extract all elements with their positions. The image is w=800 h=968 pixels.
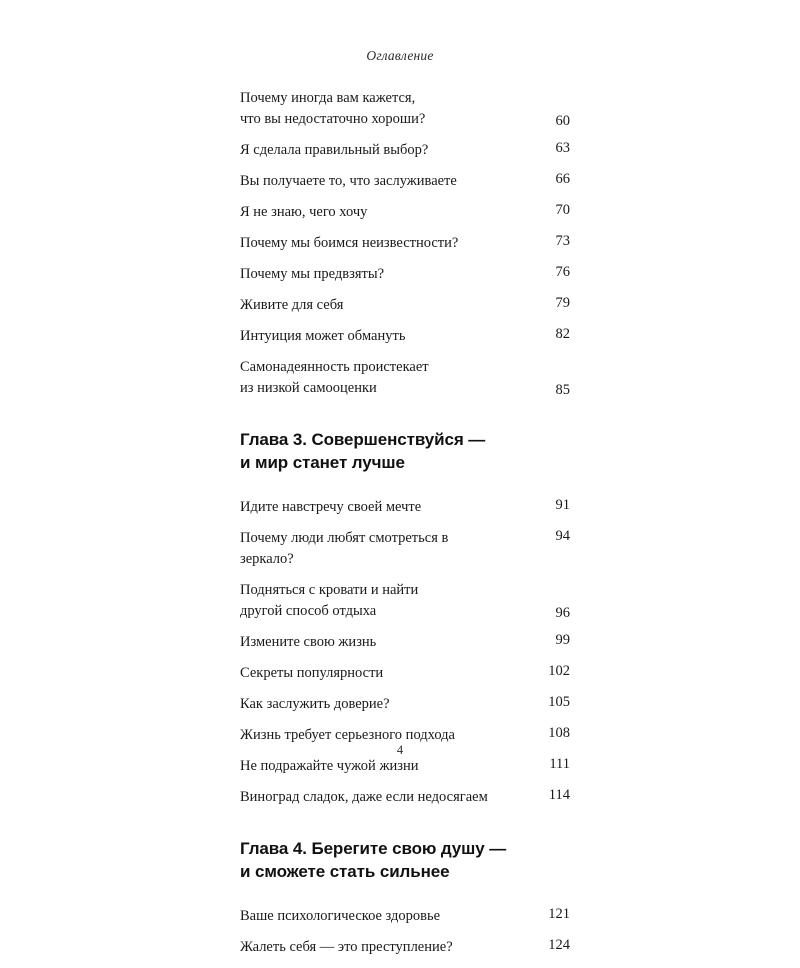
toc-entry-title-line: Идите навстречу своей мечте (240, 499, 422, 516)
toc-entry-title-line: Подняться с кровати и найти (240, 582, 419, 599)
toc-entry[interactable] (240, 906, 570, 927)
toc-entry-title-line: из низкой самооценки (240, 380, 377, 397)
toc-entry-title-line: Почему мы боимся неизвестности? (240, 235, 459, 252)
toc-entry[interactable] (240, 497, 570, 518)
toc-entry-title (240, 580, 418, 622)
toc-entry-title-line: что вы недостаточно хороши? (240, 111, 426, 128)
table-of-contents (240, 88, 570, 968)
toc-entry[interactable] (240, 663, 570, 684)
toc-entry-title (240, 202, 367, 223)
toc-entry[interactable] (240, 937, 570, 958)
toc-entry-page-number: 94 (555, 528, 570, 545)
toc-entry-title (240, 787, 488, 808)
toc-entry-title-line: Жалеть себя — это преступление? (240, 939, 453, 956)
toc-entry[interactable] (240, 171, 570, 192)
toc-entry-title-line: Я не знаю, чего хочу (240, 204, 368, 221)
toc-entry-title (240, 528, 498, 570)
toc-entry-title (240, 171, 457, 192)
toc-entry-title (240, 140, 428, 161)
toc-entry-page-number: 79 (555, 295, 570, 312)
toc-chapter-title-line: и сможете стать сильнее (240, 862, 450, 882)
running-head: Оглавление (366, 48, 434, 63)
toc-entry-title (240, 694, 390, 715)
toc-entry[interactable] (240, 694, 570, 715)
toc-entry[interactable] (240, 202, 570, 223)
toc-entry-page-number: 73 (555, 233, 570, 250)
toc-entry-title (240, 233, 458, 254)
toc-entry-title-line: Жизнь требует серьезного подхода (240, 727, 455, 744)
page-number-footer: 4 (396, 743, 404, 757)
toc-entry-title-line: Секреты популярности (240, 665, 384, 682)
toc-entry-title-line: Не подражайте чужой жизни (240, 758, 419, 775)
toc-entry[interactable] (240, 357, 570, 399)
toc-entry-page-number: 99 (555, 632, 570, 649)
toc-entry-page-number: 108 (548, 725, 570, 742)
toc-entry[interactable] (240, 326, 570, 347)
toc-entry[interactable] (240, 528, 570, 570)
toc-entry-title-line: Как заслужить доверие? (240, 696, 390, 713)
toc-chapter-title (240, 429, 570, 475)
toc-chapter-title-line: Глава 4. Берегите свою душу — (240, 839, 507, 859)
toc-entry[interactable] (240, 580, 570, 622)
toc-entry-title-line: Измените свою жизнь (240, 634, 377, 651)
toc-entry[interactable] (240, 233, 570, 254)
toc-chapter-title (240, 838, 570, 884)
toc-entry-title-line: Почему мы предвзяты? (240, 266, 385, 283)
toc-entry-page-number: 105 (548, 694, 570, 711)
toc-entry-page-number: 76 (555, 264, 570, 281)
toc-entry-page-number: 85 (555, 382, 570, 399)
toc-chapter-title-line: и мир станет лучше (240, 453, 405, 473)
toc-entry-page-number: 111 (549, 756, 570, 773)
toc-entry-title-line: Самонадеянность проистекает (240, 359, 429, 376)
toc-entry-title (240, 756, 418, 777)
toc-entry-title (240, 326, 405, 347)
toc-entry-page-number: 66 (555, 171, 570, 188)
toc-entry-title (240, 264, 384, 285)
toc-entry-title-line: Почему люди любят смотреться в зеркало? (240, 530, 449, 568)
toc-entry-title-line: Интуиция может обмануть (240, 328, 406, 345)
toc-entry-title-line: Виноград сладок, даже если недосягаем (240, 789, 488, 806)
toc-entry-title (240, 663, 383, 684)
toc-chapter-heading (240, 429, 570, 475)
toc-entry-page-number: 91 (555, 497, 570, 514)
toc-entry[interactable] (240, 140, 570, 161)
toc-entry-page-number: 82 (555, 326, 570, 343)
toc-entry-title (240, 295, 343, 316)
toc-chapter-title-line: Глава 3. Совершенствуйся — (240, 430, 486, 450)
toc-entry[interactable] (240, 264, 570, 285)
toc-entry-title (240, 632, 376, 653)
toc-entry-page-number: 124 (548, 937, 570, 954)
toc-entry[interactable] (240, 787, 570, 808)
toc-entry-page-number: 96 (555, 605, 570, 622)
toc-entry[interactable] (240, 632, 570, 653)
toc-entry[interactable] (240, 756, 570, 777)
toc-entry-title (240, 906, 440, 927)
toc-entry-title (240, 88, 425, 130)
toc-entry-title-line: другой способ отдыха (240, 603, 377, 620)
toc-entry-title-line: Ваше психологическое здоровье (240, 908, 441, 925)
toc-entry-page-number: 121 (548, 906, 570, 923)
toc-entry-page-number: 60 (555, 113, 570, 130)
toc-entry-title-line: Почему иногда вам кажется, (240, 90, 416, 106)
toc-chapter-heading (240, 838, 570, 884)
toc-entry[interactable] (240, 88, 570, 130)
toc-entry-title (240, 357, 429, 399)
toc-entry-title-line: Вы получаете то, что заслуживаете (240, 173, 457, 190)
toc-entry-title-line: Я сделала правильный выбор? (240, 142, 429, 159)
toc-entry-title (240, 497, 421, 518)
toc-entry[interactable] (240, 295, 570, 316)
toc-entry-page-number: 114 (548, 787, 570, 804)
toc-entry-page-number: 102 (548, 663, 570, 680)
toc-entry-page-number: 70 (555, 202, 570, 219)
toc-entry-page-number: 63 (555, 140, 570, 157)
toc-entry-title (240, 937, 453, 958)
toc-entry-title-line: Живите для себя (240, 297, 344, 314)
